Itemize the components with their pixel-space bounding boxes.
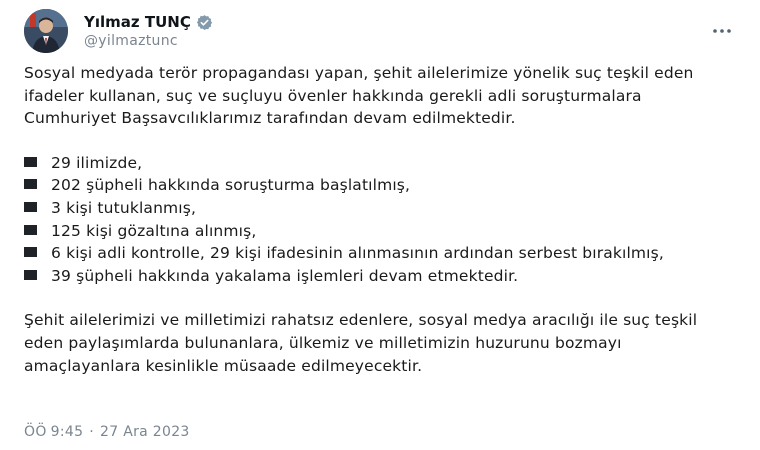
- outro-paragraph: Şehit ailelerimizi ve milletimizi rahatsız edenlere, sosyal medya aracılığı ile suç teşkil eden paylaşımlarda bulunanlara, ülkemiz ve milletimizin huzurunu bozmayı amaçlayanlara kesinlikle müsaade edilmeyecektir.: [24, 311, 703, 375]
- tweet-header: [24, 10, 736, 52]
- name-row: [84, 13, 213, 31]
- handle[interactable]: @yilmaztunc: [84, 33, 178, 49]
- list-item: [24, 220, 736, 243]
- time-prefix: ÖÖ: [24, 424, 47, 440]
- time: 9:45: [50, 424, 84, 440]
- list-item-text: 6 kişi adli kontrolle, 29 kişi ifadesinin alınmasının ardından serbest bırakılmış,: [51, 244, 664, 263]
- black-square-icon: [24, 247, 37, 257]
- black-square-icon: [24, 179, 37, 189]
- list-item: [24, 265, 736, 288]
- list-item: [24, 174, 736, 197]
- paragraph-gap: [24, 287, 736, 309]
- tweet-timestamp[interactable]: [24, 424, 190, 440]
- display-name[interactable]: Yılmaz TUNÇ: [84, 13, 191, 31]
- list-item-text: 125 kişi gözaltına alınmış,: [51, 221, 257, 240]
- black-square-icon: [24, 157, 37, 167]
- stats-list: [24, 152, 736, 288]
- intro-paragraph: Sosyal medyada terör propagandası yapan, şehit ailelerimize yönelik suç teşkil eden ifadeler kullanan, suç ve suçluyu övenler hakkında gerekli adli soruşturmalara Cumhuriyet Başsavcılıklarımız tarafından devam edilmektedir.: [24, 64, 699, 128]
- list-item-text: 29 ilimizde,: [51, 153, 143, 172]
- black-square-icon: [24, 202, 37, 212]
- date: 27 Ara 2023: [100, 424, 190, 440]
- avatar[interactable]: [24, 9, 68, 53]
- paragraph-gap: [24, 130, 736, 152]
- list-item: [24, 242, 736, 265]
- verified-badge-icon: [196, 14, 213, 31]
- more-dots-icon[interactable]: [708, 19, 736, 43]
- profile-photo-icon: [24, 9, 68, 53]
- tweet-text: [24, 62, 736, 377]
- author-info: [84, 13, 213, 49]
- list-item: [24, 152, 736, 175]
- list-item-text: 3 kişi tutuklanmış,: [51, 198, 197, 217]
- list-item-text: 39 şüpheli hakkında yakalama işlemleri devam etmektedir.: [51, 266, 519, 285]
- black-square-icon: [24, 225, 37, 235]
- black-square-icon: [24, 270, 37, 280]
- list-item-text: 202 şüpheli hakkında soruşturma başlatılmış,: [51, 176, 411, 195]
- list-item: [24, 197, 736, 220]
- separator: ·: [89, 424, 95, 440]
